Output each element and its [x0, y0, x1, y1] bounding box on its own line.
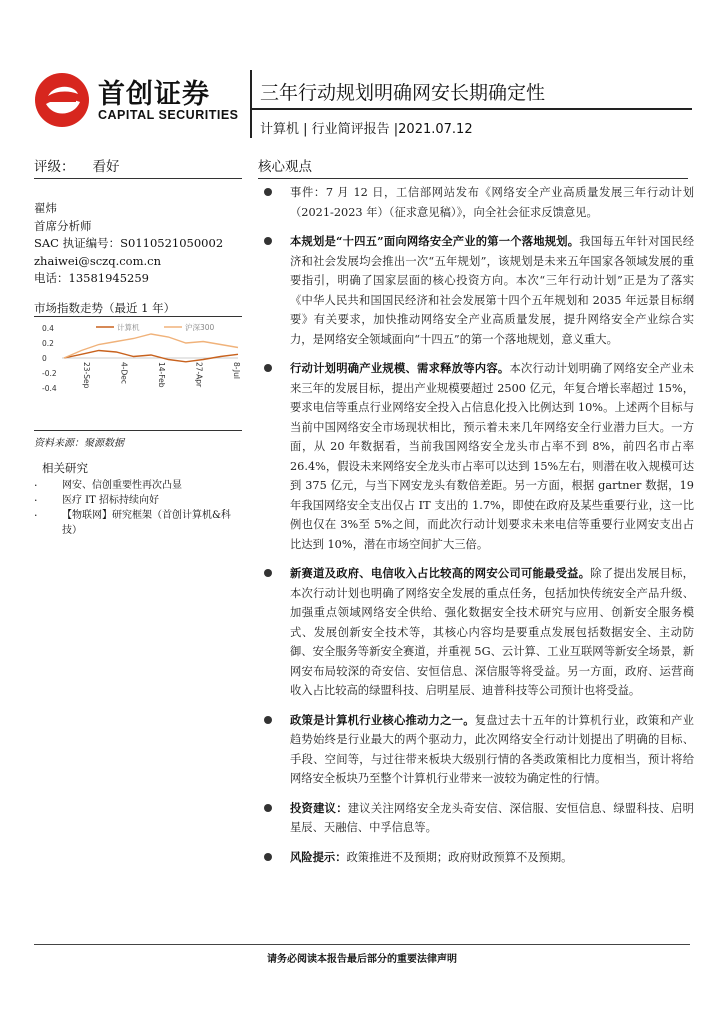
related-item[interactable]: · 【物联网】研究框架（首创计算机&科技） [34, 508, 244, 538]
key-points-rule [258, 178, 688, 179]
related-list [34, 478, 244, 538]
brand-logo-icon [34, 72, 90, 128]
rating-label: 评级： [34, 159, 75, 175]
x-tick-label: 27-Apr [194, 362, 204, 388]
point-scale: 行动计划明确产业规模、需求释放等内容。本次行动计划明确了网络安全产业未来三年的发展目标，提出产业规模要超过 2500 亿元，年复合增长率超过 15%，要求电信等重点行业网络安全投入占信息化投入比例达到 10%。上述两个目标与当前中国网络安全市场现状相比，预示着未来几年网络安全行业潜力巨大。一方面，从 20 年数据看，当前我国网络安全龙头市占率不到 8%，前四名市占率 26.4%，假设未来网络安全龙头市占率可以达到 15%左右，则潜在收入规模可达到 375 亿元，与当下网安龙头有数倍差距。另一方面，根据 gartner 数据，19 年我国网络安全支出仅占 IT 支出的 1.7%，即使在政府及某些重要行业，这一比例也仅在 3%至 5%之间，而此次行动计划要求未来电信等重要行业网安支出占比达到 10%，潜在市场空间扩大三倍。 [256, 359, 694, 554]
related-title: 相关研究 [42, 461, 88, 475]
y-tick-label: -0.2 [42, 369, 57, 378]
point-plan: 本规划是“十四五”面向网络安全产业的第一个落地规划。我国每五年针对国民经济和社会发展均会推出一次“五年规划”，该规划是未来五年国家各领域发展的重要指引，明确了国家层面的核心投资方向。本次“三年行动计划”正是为了落实《中华人民共和国国民经济和社会发展第十四个五年规划和 2035 年远景目标纲要》有关要求，加快推动网络安全产业高质量发展，提升网络安全产业综合实力，是网络安全领域面向“十四五”的第一个落地规划，意义重大。 [256, 232, 694, 349]
rating-value: 看好 [92, 159, 120, 175]
bullet-icon [264, 237, 272, 245]
brand-name-cn: 首创证券 [98, 79, 210, 110]
bullet-icon [264, 188, 272, 196]
x-tick-label: 23-Sep [82, 362, 91, 389]
x-tick-label: 14-Feb [157, 362, 166, 388]
bullet-icon [264, 364, 272, 372]
y-tick-label: 0 [42, 354, 47, 363]
legend-label: 沪深300 [185, 323, 215, 332]
key-points [256, 183, 694, 877]
bullet-icon [264, 804, 272, 812]
footer-rule [34, 944, 690, 945]
analyst-phone: 电话：13581945259 [34, 271, 149, 285]
title-rule [252, 108, 692, 110]
x-tick-label: 8-Jul [232, 362, 241, 379]
series-line [64, 351, 238, 362]
related-item[interactable]: · 医疗 IT 招标持续向好 [34, 493, 244, 508]
brand-logo [34, 72, 244, 128]
point-risk: 风险提示：政策推进不及预期；政府财政预算不及预期。 [256, 848, 694, 868]
brand-name-en: CAPITAL SECURITIES [98, 108, 239, 122]
header-divider [250, 70, 252, 138]
x-tick-label: 4-Dec [119, 362, 129, 384]
key-points-title: 核心观点 [258, 159, 312, 175]
y-tick-label: 0.4 [42, 324, 54, 333]
point-event: 事件：7 月 12 日，工信部网站发布《网络安全产业高质量发展三年行动计划（2021-2023 年）（征求意见稿）》，向全社会征求反馈意见。 [256, 183, 694, 222]
rating [34, 155, 120, 175]
analyst-info [34, 200, 223, 288]
analyst-name: 翟炜 [34, 201, 57, 215]
analyst-email[interactable]: zhaiwei@sczq.com.cn [34, 253, 162, 268]
left-rule [34, 178, 242, 179]
legend-label: 计算机 [117, 323, 140, 332]
chart-rule-bottom [34, 430, 242, 431]
report-title: 三年行动规划明确网安长期确定性 [260, 82, 546, 104]
point-investment: 投资建议：建议关注网络安全龙头奇安信、深信服、安恒信息、绿盟科技、启明星辰、天融信、中孚信息等。 [256, 799, 694, 838]
y-tick-label: -0.4 [42, 384, 57, 393]
chart-rule-top [34, 316, 242, 317]
point-policy: 政策是计算机行业核心推动力之一。复盘过去十五年的计算机行业，政策和产业趋势始终是行业最大的两个驱动力，此次网络安全行动计划提出了明确的目标、手段、空间等，与过往带来板块大级别行情的各类政策相比力度相当，预计将给网络安全板块乃至整个计算机行业带来一波较为确定性的行情。 [256, 711, 694, 789]
market-chart-title: 市场指数走势（最近 1 年） [34, 301, 176, 315]
analyst-sac: SAC 执证编号：S0110521050002 [34, 236, 224, 250]
report-subtitle: 计算机 | 行业简评报告 |2021.07.12 [260, 122, 473, 137]
legal-notice: 请务必阅读本报告最后部分的重要法律声明 [267, 954, 457, 965]
related-item[interactable]: · 网安、信创重要性再次凸显 [34, 478, 244, 493]
bullet-icon [264, 569, 272, 577]
chart-source: 资料来源：聚源数据 [34, 438, 124, 449]
bullet-icon [264, 716, 272, 724]
market-index-chart [34, 318, 242, 426]
analyst-role: 首席分析师 [34, 218, 92, 233]
y-tick-label: 0.2 [42, 339, 54, 348]
bullet-icon [264, 853, 272, 861]
point-beneficiaries: 新赛道及政府、电信收入占比较高的网安公司可能最受益。除了提出发展目标，本次行动计划也明确了网络安全发展的重点任务，包括加快传统安全产品升级、加强重点领域网络安全供给、强化数据安全技术研究与应用、创新安全服务模式、发展创新安全技术等，其核心内容均是要重点发展包括数据安全、主动防御、安全服务等新安全赛道，并重视 5G、云计算、工业互联网等新安全场景，新网安布局较深的奇安信、安恒信息、深信服等将受益。另一方面，政府、运营商收入占比较高的绿盟科技、启明星辰、迪普科技等公司预计也将受益。 [256, 564, 694, 701]
